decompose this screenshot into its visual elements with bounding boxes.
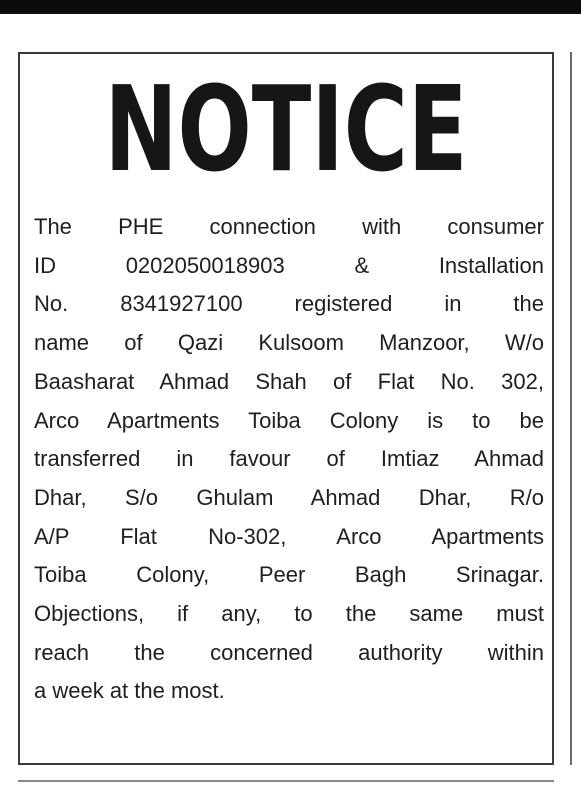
notice-line: Arco Apartments Toiba Colony is to be <box>34 407 544 433</box>
notice-heading: NOTICE <box>104 60 468 198</box>
notice-line: reach the concerned authority within <box>34 639 544 665</box>
notice-line: a week at the most. <box>34 678 225 704</box>
adjacent-column-edge <box>570 52 581 765</box>
notice-line: A/P Flat No-302, Arco Apartments <box>34 523 544 549</box>
top-bar <box>0 0 581 14</box>
notice-line: The PHE connection with consumer <box>34 214 544 239</box>
notice-line: transferred in favour of Imtiaz Ahmad <box>34 446 544 472</box>
notice-line: Dhar, S/o Ghulam Ahmad Dhar, R/o <box>34 484 544 510</box>
notice-body <box>34 208 544 711</box>
notice-line: ID 0202050018903 & Installation <box>34 252 544 278</box>
notice-line: Baasharat Ahmad Shah of Flat No. 302, <box>34 368 544 394</box>
notice-line: Toiba Colony, Peer Bagh Srinagar. <box>34 562 544 588</box>
notice-line: Objections, if any, to the same must <box>34 601 544 627</box>
notice-line: No. 8341927100 registered in the <box>34 291 544 317</box>
bottom-rule <box>18 780 554 782</box>
notice-box <box>18 52 554 765</box>
notice-line: name of Qazi Kulsoom Manzoor, W/o <box>34 330 544 356</box>
